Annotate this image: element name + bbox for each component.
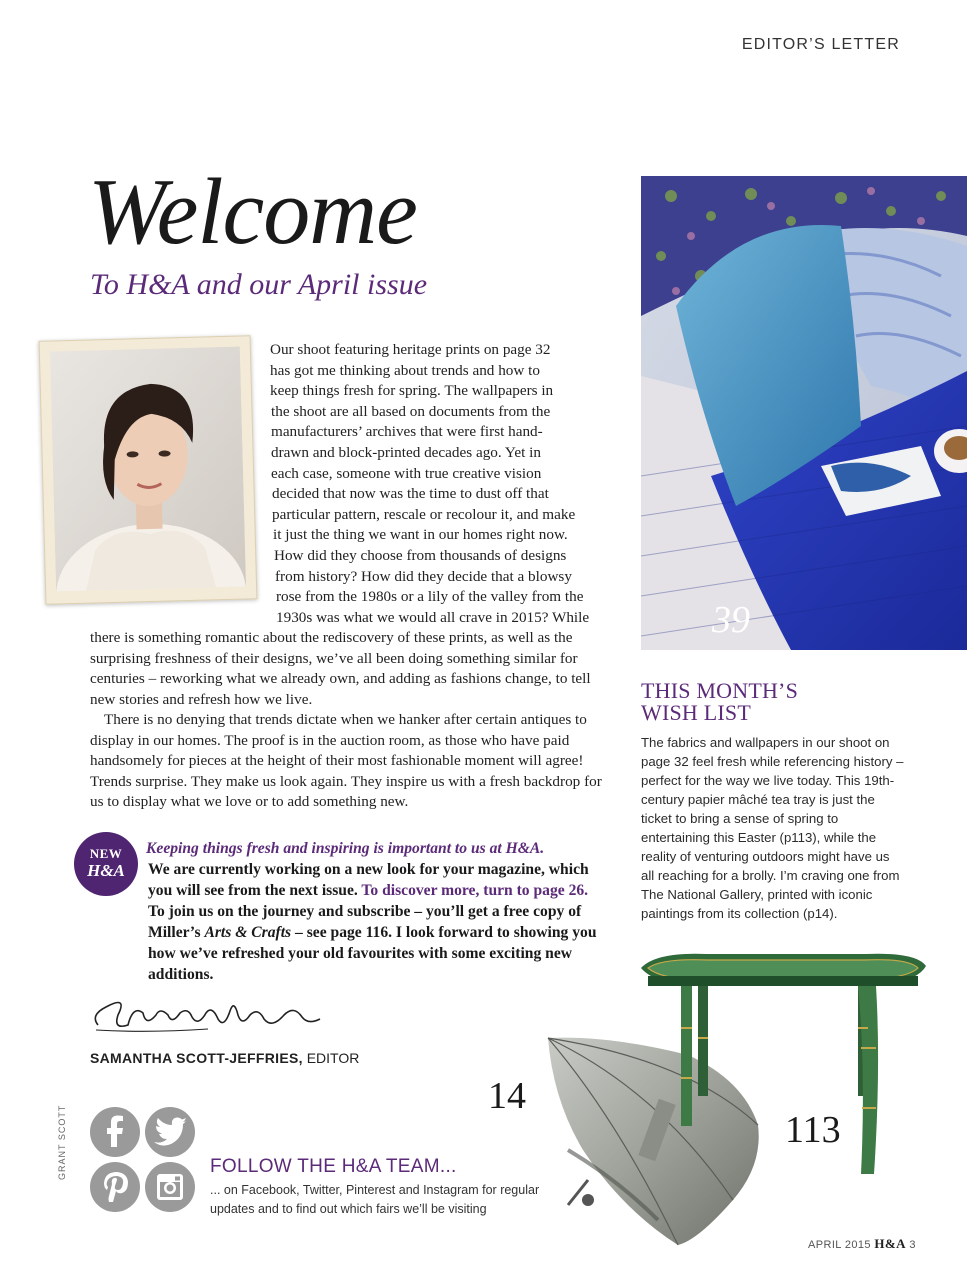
footer-brand: H&A xyxy=(874,1236,906,1251)
text-line: Our shoot featuring heritage prints on page 32 xyxy=(270,341,551,358)
wishlist-text: The fabrics and wallpapers in our shoot on page 32 feel fresh while referencing history – perfect for the way we live today. This 19th-century papier mâché tea tray is just the ticket to bring a sense of spring to entertaining this Easter (p113), while the reality of venturing outdoors might have us all reaching for a brolly. I’m craving one from The National Gallery, printed with iconic paintings from its collection (p14). xyxy=(641,735,904,921)
badge-line-1: NEW xyxy=(89,846,123,861)
instagram-icon[interactable] xyxy=(145,1162,195,1212)
photo-credit: GRANT SCOTT xyxy=(57,1104,67,1180)
text-line: from history? How did they decide that a blowsy xyxy=(275,567,572,585)
text-line: drawn and block-printed decades ago. Yet in xyxy=(271,443,541,461)
callout-text-3: – see page 116. I look forward to showing you how we’ve refreshed your old favourites with some exciting new additions. xyxy=(148,924,597,983)
follow-text: ... on Facebook, Twitter, Pinterest and Instagram for regular updates and to find out which fairs we’ll be visiting xyxy=(210,1183,540,1216)
text-line: manufacturers’ archives that were first hand- xyxy=(271,423,543,441)
wishlist-title-line-1: THIS MONTH’S xyxy=(641,678,799,703)
text-line: decided that now was the time to dust off that xyxy=(272,485,549,503)
pinterest-icon[interactable] xyxy=(90,1162,140,1212)
text-line: rose from the 1980s or a lily of the valley from the xyxy=(276,588,584,606)
text-line: it just the thing we want in our homes right now. xyxy=(273,526,568,544)
announcement-callout xyxy=(90,838,600,985)
tea-tray-photo xyxy=(636,948,932,1188)
portrait-image xyxy=(50,347,246,592)
editor-signature xyxy=(88,985,338,1044)
facebook-icon[interactable] xyxy=(90,1107,140,1157)
editor-portrait xyxy=(39,335,258,604)
section-label: EDITOR’S LETTER xyxy=(741,36,900,53)
text-line: each case, someone with true creative vision xyxy=(271,464,542,482)
editor-credit xyxy=(90,1050,359,1066)
follow-title: FOLLOW THE H&A TEAM... xyxy=(210,1156,457,1177)
hero-page-number: 39 xyxy=(712,599,750,641)
callout-lead: Keeping things fresh and inspiring is important to us at H&A. xyxy=(146,840,545,857)
footer-issue: APRIL 2015 xyxy=(808,1239,871,1251)
fabrics-photo xyxy=(641,176,967,650)
tray-page-number: 113 xyxy=(785,1109,841,1151)
page-footer xyxy=(808,1236,916,1252)
text-line: has got me thinking about trends and how to xyxy=(270,361,540,379)
wishlist-title-line-2: WISH LIST xyxy=(641,700,751,725)
letter-paragraph-2: There is no denying that trends dictate when we hanker after certain antiques to display in our homes. The proof is in the auction room, as those who have paid handsomely for pieces at the height of their most fashionable moment will agree! Trends surprise. They make us look again. They inspire us with a fresh backdrop for us to display what we love or to add something new. xyxy=(90,711,602,811)
editor-name: SAMANTHA SCOTT-JEFFRIES, xyxy=(90,1050,303,1066)
editor-role: EDITOR xyxy=(306,1050,360,1066)
letter-intro-wrap xyxy=(270,340,590,628)
text-line: the shoot are all based on documents from the xyxy=(271,402,551,420)
callout-text-1: We are currently working on a new look for your magazine, which you will see from the next issue. xyxy=(148,861,589,899)
page-subtitle: To H&A and our April issue xyxy=(90,268,428,301)
umbrella-page-number: 14 xyxy=(488,1075,526,1117)
callout-text-2: To join us on the journey and subscribe – you’ll get a free copy of Miller’s xyxy=(148,903,582,941)
wishlist-title xyxy=(641,680,798,724)
twitter-icon[interactable] xyxy=(145,1107,195,1157)
text-line: How did they choose from thousands of designs xyxy=(274,546,567,564)
page-26-link[interactable]: To discover more, turn to page 26. xyxy=(361,882,589,899)
page-title: Welcome xyxy=(88,160,417,264)
text-line: particular pattern, rescale or recolour it, and make xyxy=(272,505,576,523)
callout-magazine-title: Arts & Crafts xyxy=(204,924,292,941)
badge-line-2: H&A xyxy=(87,861,125,880)
footer-page-number: 3 xyxy=(909,1239,916,1251)
letter-paragraph-1: there is something romantic about the rediscovery of these prints, as well as the surprising freshness of their designs, we’ve all been doing something similar for centuries – reworking what we already own, and adding as fashions change, to tell new stories and refresh how we live. xyxy=(90,629,591,708)
text-line: keep things fresh for spring. The wallpapers in xyxy=(270,382,554,400)
text-line: 1930s was what we would all crave in 2015? While xyxy=(276,608,590,626)
